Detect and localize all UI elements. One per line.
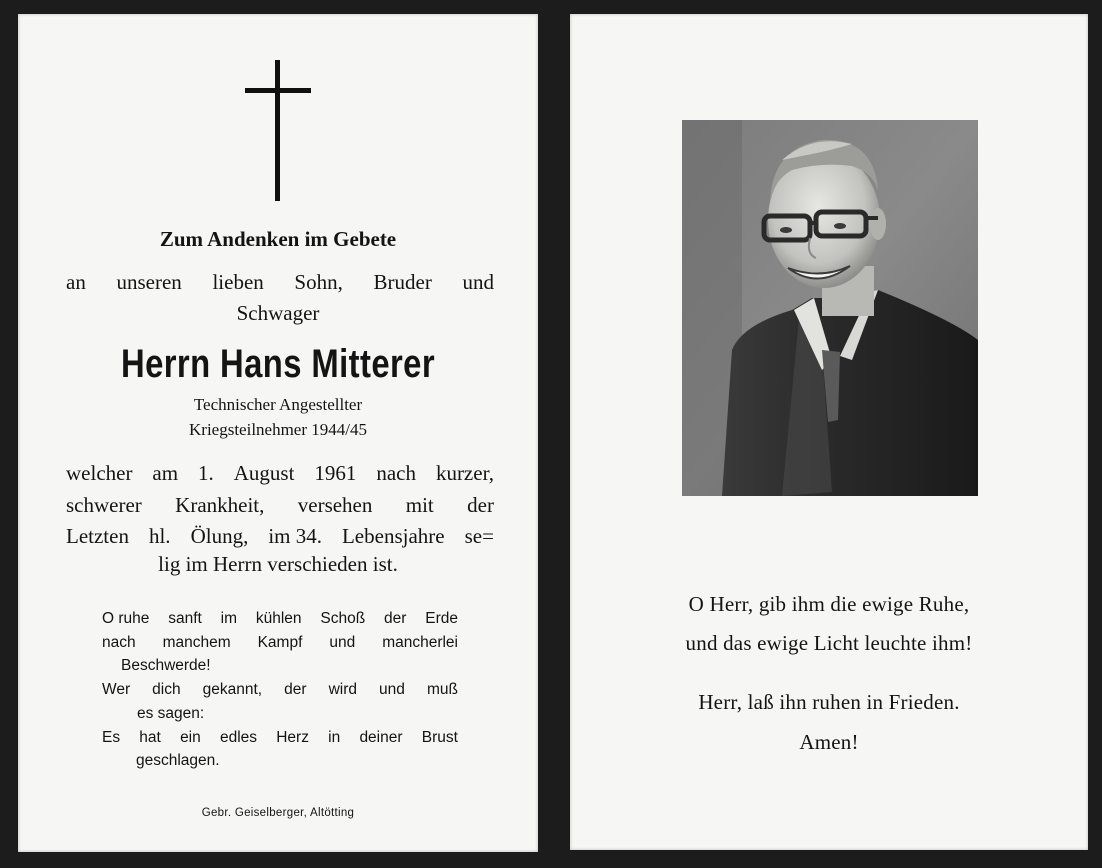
poem-word: und bbox=[379, 681, 405, 698]
prayer-line: O Herr, gib ihm die ewige Ruhe, bbox=[688, 592, 970, 616]
intro-line bbox=[66, 270, 494, 295]
death-notice-line-4: lig im Herrn verschieden ist. bbox=[158, 552, 398, 576]
deceased-name: Herrn Hans Mitterer bbox=[120, 342, 436, 386]
intro-word: an bbox=[66, 270, 86, 294]
death-notice-line bbox=[66, 493, 494, 518]
poem-word: im bbox=[220, 610, 238, 627]
poem-line bbox=[102, 729, 458, 747]
death-notice-word: kurzer, bbox=[435, 461, 494, 485]
poem-word: edles bbox=[219, 729, 258, 746]
prayer-line: und das ewige Licht leuchte ihm! bbox=[685, 631, 973, 655]
intro-word: Sohn, bbox=[294, 270, 343, 294]
poem-word: gekannt, bbox=[202, 681, 263, 698]
poem-line-indented: geschlagen. bbox=[136, 752, 220, 769]
death-notice-word: Ölung, bbox=[190, 524, 249, 548]
portrait-photo bbox=[682, 120, 978, 496]
poem-word: der bbox=[284, 681, 307, 698]
poem-word: sanft bbox=[168, 610, 202, 627]
poem-word: Wer bbox=[102, 681, 131, 698]
intro-word: unseren bbox=[116, 270, 182, 294]
poem-word: kühlen bbox=[255, 610, 302, 627]
death-notice-word: Lebensjahre bbox=[341, 524, 445, 548]
poem-line-indented: Beschwerde! bbox=[121, 657, 211, 674]
poem-word: Kampf bbox=[257, 634, 303, 651]
death-notice-word: versehen bbox=[297, 493, 373, 517]
death-notice-word: schwerer bbox=[66, 493, 142, 517]
death-notice-word: welcher bbox=[66, 461, 133, 485]
death-notice-line bbox=[66, 461, 494, 486]
poem-word: dich bbox=[152, 681, 181, 698]
poem-word: Herz bbox=[276, 729, 309, 746]
poem-word: der bbox=[384, 610, 407, 627]
death-notice-word: nach bbox=[376, 461, 416, 485]
poem-line bbox=[102, 681, 458, 699]
intro-word: und bbox=[462, 270, 494, 294]
poem-word: deiner bbox=[359, 729, 403, 746]
death-notice-word: mit bbox=[405, 493, 434, 517]
poem-word: nach bbox=[102, 634, 136, 651]
intro-word: Bruder bbox=[373, 270, 432, 294]
poem-word: und bbox=[329, 634, 356, 651]
poem-word: wird bbox=[328, 681, 357, 698]
cross-icon bbox=[275, 60, 280, 201]
poem-word: manchem bbox=[162, 634, 231, 651]
death-notice-word: am bbox=[152, 461, 179, 485]
poem-line bbox=[102, 634, 458, 652]
occupation: Technischer Angestellter bbox=[193, 395, 363, 414]
intro-word: lieben bbox=[212, 270, 264, 294]
poem-word: Brust bbox=[421, 729, 458, 746]
poem-word: in bbox=[328, 729, 341, 746]
memorial-heading: Zum Andenken im Gebete bbox=[159, 227, 397, 251]
cross-icon-bar bbox=[245, 88, 311, 93]
poem-word: O ruhe bbox=[102, 610, 150, 627]
death-notice-word: im 34. bbox=[268, 524, 322, 548]
death-notice-line bbox=[66, 524, 494, 549]
death-notice-word: der bbox=[467, 493, 494, 517]
poem-word: ein bbox=[180, 729, 201, 746]
death-notice-word: 1. bbox=[198, 461, 214, 485]
death-notice-word: August bbox=[233, 461, 295, 485]
prayer-amen: Amen! bbox=[799, 730, 859, 754]
death-notice-word: Krankheit, bbox=[175, 493, 265, 517]
death-notice-word: hl. bbox=[148, 524, 171, 548]
intro-line-2: Schwager bbox=[236, 301, 320, 325]
poem-word: Es bbox=[102, 729, 121, 746]
poem-line bbox=[102, 610, 458, 628]
war-service: Kriegsteilnehmer 1944/45 bbox=[189, 420, 367, 439]
poem-word: mancherlei bbox=[382, 634, 458, 651]
death-notice-word: se= bbox=[464, 524, 494, 548]
left-card bbox=[18, 14, 538, 852]
printer-credit: Gebr. Geiselberger, Altötting bbox=[201, 807, 355, 819]
right-card bbox=[570, 14, 1088, 850]
death-notice-word: Letzten bbox=[66, 524, 129, 548]
death-notice-word: 1961 bbox=[314, 461, 357, 485]
poem-word: muß bbox=[426, 681, 458, 698]
prayer-line: Herr, laß ihn ruhen in Frieden. bbox=[698, 690, 960, 714]
poem-word: Schoß bbox=[320, 610, 366, 627]
poem-line-indented: es sagen: bbox=[137, 705, 205, 722]
poem-word: hat bbox=[139, 729, 161, 746]
poem-word: Erde bbox=[425, 610, 458, 627]
